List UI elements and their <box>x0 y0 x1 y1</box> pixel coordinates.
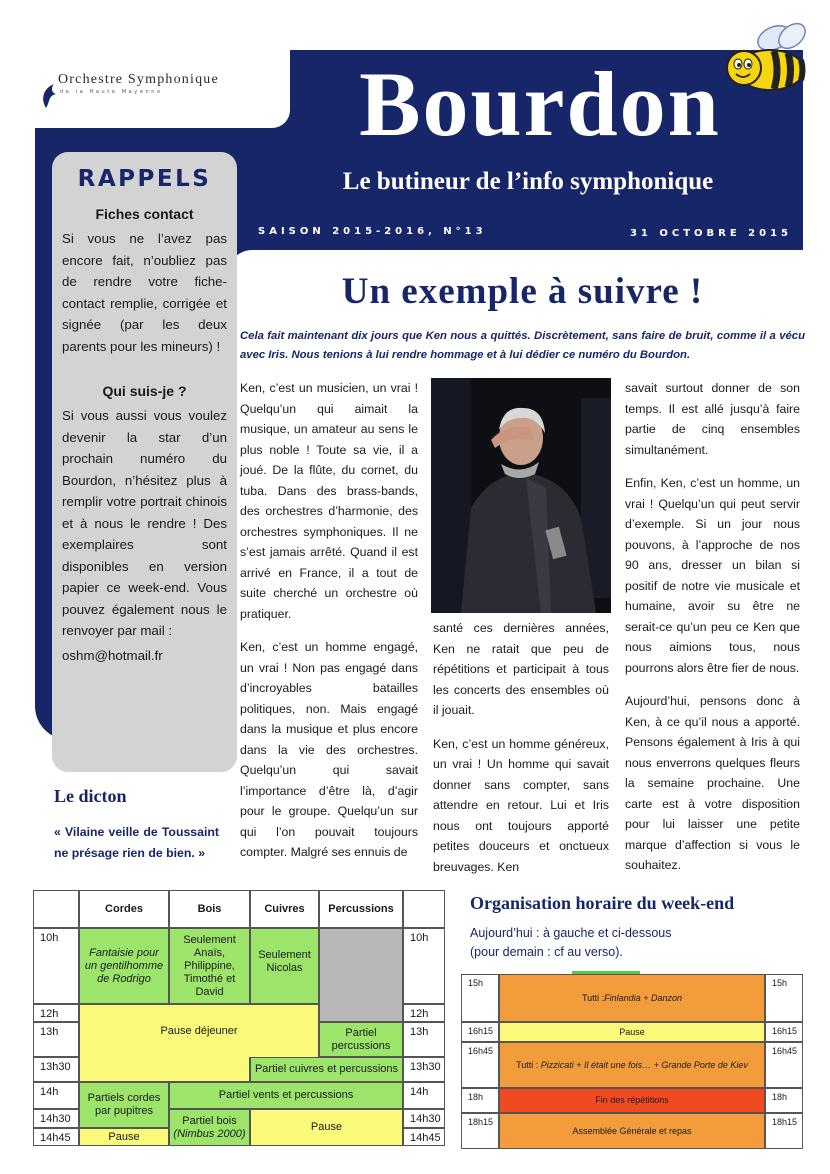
time-label: 13h30 <box>403 1057 445 1082</box>
time-label: 14h45 <box>33 1128 79 1146</box>
time-label: 14h30 <box>33 1109 79 1128</box>
slot-pause-dejeuner: Pause déjeuner <box>79 1004 319 1057</box>
time-label: 14h45 <box>403 1128 445 1146</box>
slot-tutti-pizzicati: Tutti : Pizzicati + Il était une fois… + Grande Porte de Kiev <box>499 1042 765 1088</box>
slot-partiel-bois: Partiel bois (Nimbus 2000) <box>169 1109 250 1146</box>
time-label: 16h15 <box>765 1022 803 1042</box>
time-label: 16h45 <box>765 1042 803 1088</box>
column-header: Cuivres <box>250 890 319 928</box>
time-label: 18h <box>461 1088 499 1113</box>
bee-mascot-icon <box>722 20 817 95</box>
time-label: 12h <box>33 1004 79 1022</box>
slot-cordes-rodrigo: Fantaisie pour un gentilhomme de Rodrigo <box>79 928 169 1004</box>
slot-pause: Pause <box>499 1022 765 1042</box>
table-corner <box>403 890 445 928</box>
time-label: 18h15 <box>765 1113 803 1149</box>
sidebar-heading-fiches: Fiches contact <box>95 206 194 222</box>
weekend-schedule-title: Organisation horaire du week-end <box>470 893 735 913</box>
time-label: 13h30 <box>33 1057 79 1082</box>
slot-partiel-percussions: Partiel percussions <box>319 1022 403 1057</box>
paragraph: Ken, c’est un homme engagé, un vrai ! Non pas engagé dans d’incroyables batailles politiques, non. Mais engagé dans la musique et plus encore dans la vie des orchestres. Quelqu’un qui savait l’importance d’être là, d’agir pour le groupe. Quelqu’un sur qui l’on pouvait toujours compter. Malgré ses ennuis de <box>240 640 418 859</box>
sidebar-text-fiches: Si vous ne l’avez pas encore fait, n’oubliez pas de rendre votre fiche-contact remplie, corrigée et signée (par les deux parents pour les mineurs) ! <box>62 231 227 354</box>
paragraph: Aujourd’hui, pensons donc à Ken, à ce qu’il nous a apporté. Pensons également à Iris à qui nous enverrons quelques fleurs la semaine prochaine. Une carte est à votre disposition pour lui laisser une petite marque d’affection si vous le souhaitez. <box>625 694 800 872</box>
slot-fin-repetitions: Fin des répétitions <box>499 1088 765 1113</box>
column-header: Percussions <box>319 890 403 928</box>
dicton-title: Le dicton <box>54 786 127 806</box>
time-label: 13h <box>33 1022 79 1057</box>
time-label: 14h <box>33 1082 79 1109</box>
sidebar-title: RAPPELS <box>77 166 212 192</box>
sidebar-rappels <box>52 152 237 772</box>
slot-partiel-cuivres-percussions: Partiel cuivres et percussions <box>250 1057 403 1082</box>
paragraph: Enfin, Ken, c’est un homme, un vrai ! Quelqu’un qui peut servir d’exemple. Si un jour nous pouvons, à l’approche de nos 90 ans, dresser un bilan si positif de notre vie musicale et humaine, avoir su être ne serait-ce qu’un peu ce Ken que nous aimions tous, nous pourrons alors être fier de nous. <box>625 476 800 675</box>
sidebar-heading-qui: Qui suis-je ? <box>102 383 187 399</box>
time-label: 13h <box>403 1022 445 1057</box>
article-title: Un exemple à suivre ! <box>341 271 704 312</box>
orchestra-subname: de la Haute Mayenne <box>60 89 163 95</box>
dicton-text: « Vilaine veille de Toussaint ne présage rien de bien. » <box>54 825 219 860</box>
season-issue: SAISON 2015-2016, N°13 <box>258 226 487 237</box>
time-label: 15h <box>461 974 499 1022</box>
slot-percussions-empty <box>319 928 403 1022</box>
slot-partiel-vents-percussions: Partiel vents et percussions <box>169 1082 403 1109</box>
sidebar-text-qui: Si vous aussi vous voulez devenir la star d’un prochain numéro du Bourdon, n’hésitez plus à remplir votre portrait chinois et à nous le rendre ! Des exemplaires sont disponibles en version papier ce week-end. Vous pouvez également nous le renvoyer par mail : <box>62 408 227 638</box>
slot-partiels-cordes: Partiels cordes par pupitres <box>79 1082 169 1128</box>
newsletter-title: Bourdon <box>359 53 721 155</box>
time-label: 14h <box>403 1082 445 1109</box>
time-label: 18h15 <box>461 1113 499 1149</box>
slot-pause-dejeuner-cont <box>79 1057 250 1082</box>
column-header: Bois <box>169 890 250 928</box>
newsletter-subtitle: Le butineur de l’info symphonique <box>342 168 714 195</box>
slot-assemblee-generale: Assemblée Générale et repas <box>499 1113 765 1149</box>
slot-tutti-finlandia: Tutti : Finlandia + Danzon <box>499 974 765 1022</box>
time-label: 10h <box>33 928 79 1004</box>
article-lead: Cela fait maintenant dix jours que Ken nous a quittés. Discrètement, sans faire de bruit, comme il a vécu avec Iris. Nous tenions à lui rendre hommage et à lui dédier ce numéro du Bourdon. <box>240 330 805 361</box>
column-header: Cordes <box>79 890 169 928</box>
article-column-1 <box>240 378 418 863</box>
slot-bois-seulement: Seulement Anaïs, Philippine, Timothé et David <box>169 928 250 1004</box>
time-label: 18h <box>765 1088 803 1113</box>
time-label: 16h45 <box>461 1042 499 1088</box>
contact-email[interactable]: oshm@hotmail.fr <box>62 647 163 663</box>
time-label: 12h <box>403 1004 445 1022</box>
paragraph: Ken, c’est un homme généreux, un vrai ! Un homme qui savait donner sans compter, sans attendre en retour. Lui et Iris nous ont toujours apporté petites douceurs et onctueux breuvages. Ken <box>433 736 609 874</box>
orchestra-name: Orchestre Symphonique <box>58 72 219 87</box>
ken-photo <box>431 378 611 613</box>
slot-pause-cordes: Pause <box>79 1128 169 1146</box>
article-column-2 <box>433 618 609 877</box>
paragraph: santé ces dernières années, Ken ne ratait que peu de répétitions et participait à tous les concerts des ensembles où il jouait. <box>433 621 609 717</box>
orchestra-logo <box>40 60 260 120</box>
paragraph: Ken, c’est un musicien, un vrai ! Quelqu’un qui aimait la musique, un amateur au sens le plus noble ! Toute sa vie, il a joué. De la flûte, du cornet, du tuba. Dans des brass-bands, des orchestres d’harmonie, des orchestres symphoniques. Il ne s’est jamais arrêté. Quand il est arrivé en France, il a tout de suite cherché un orchestre où pratiquer. <box>240 381 418 621</box>
issue-date: 31 OCTOBRE 2015 <box>629 228 792 239</box>
time-label: 14h30 <box>403 1109 445 1128</box>
table-corner <box>33 890 79 928</box>
article-column-3 <box>625 378 800 876</box>
time-label: 10h <box>403 928 445 1004</box>
weekend-schedule-note: Aujourd’hui : à gauche et ci-dessous <box>470 926 672 940</box>
time-label: 16h15 <box>461 1022 499 1042</box>
slot-pause-right: Pause <box>250 1109 403 1146</box>
slot-cuivres-seulement: Seulement Nicolas <box>250 928 319 1004</box>
weekend-schedule-note: (pour demain : cf au verso). <box>470 945 623 959</box>
paragraph: savait surtout donner de son temps. Il est allé jusqu’à faire partie de cinq ensembles simultanément. <box>625 381 800 457</box>
time-label: 15h <box>765 974 803 1022</box>
